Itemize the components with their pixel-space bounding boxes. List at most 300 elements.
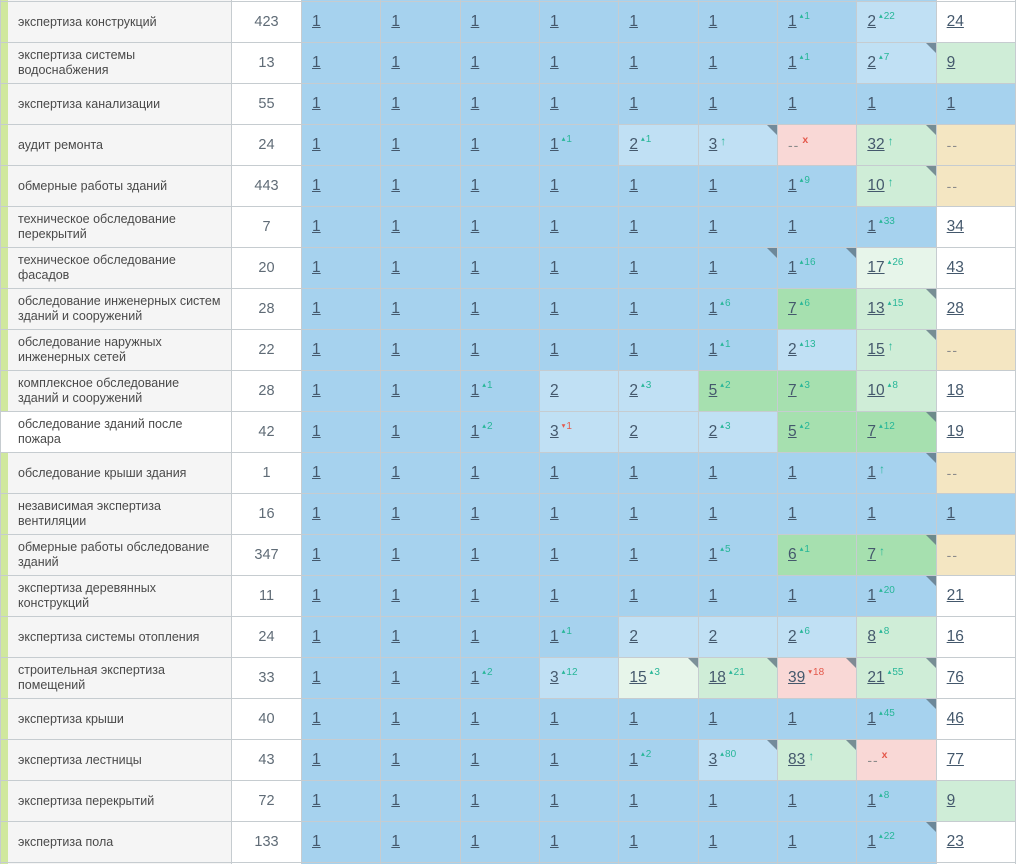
position-link[interactable]: 34 (946, 218, 964, 235)
position-link[interactable]: 1 (312, 136, 321, 153)
position-link[interactable]: 1 (391, 669, 400, 686)
position-link[interactable]: 10 (867, 382, 885, 399)
position-link[interactable]: 1 (312, 382, 321, 399)
position-link[interactable]: 1 (708, 464, 718, 481)
position-link[interactable]: 1 (391, 792, 400, 809)
position-cell (699, 740, 778, 781)
position-cell (381, 207, 460, 248)
position-link[interactable]: 15 (867, 341, 885, 358)
position-link[interactable]: 1 (708, 259, 718, 276)
position-link[interactable]: 1 (788, 505, 797, 522)
rank-change-up: ▴2 (799, 421, 810, 432)
keyword-group-accent (1, 494, 8, 534)
position-cell (302, 166, 381, 207)
rank-dropped-icon: x (881, 748, 888, 761)
position-link[interactable]: 1 (550, 177, 559, 194)
position-cell (937, 330, 1016, 371)
position-link[interactable]: 1 (708, 177, 718, 194)
position-link[interactable]: 1 (470, 833, 480, 850)
position-link[interactable]: 2 (867, 54, 876, 71)
position-link[interactable]: 1 (788, 177, 797, 194)
position-link[interactable]: 1 (867, 587, 876, 604)
position-link[interactable]: 2 (629, 628, 638, 645)
position-link[interactable]: 1 (629, 177, 638, 194)
position-link[interactable]: 1 (550, 587, 559, 604)
position-link[interactable]: 1 (867, 95, 876, 112)
position-link[interactable]: 1 (550, 13, 559, 30)
position-link[interactable]: 1 (550, 54, 559, 71)
position-link[interactable]: 1 (788, 218, 797, 235)
position-link[interactable]: 1 (470, 341, 480, 358)
position-link[interactable]: 1 (550, 710, 559, 727)
rank-change-up-icon: ↑ (720, 134, 727, 148)
position-link[interactable]: 2 (788, 341, 797, 358)
position-link[interactable]: 1 (550, 792, 559, 809)
position-link[interactable]: 1 (312, 341, 321, 358)
position-link[interactable]: 1 (708, 833, 718, 850)
note-corner-icon (926, 166, 936, 176)
no-position-value: -- (946, 178, 958, 194)
search-volume-cell (232, 740, 302, 781)
keyword-label: техническое обследование перекрытий (18, 212, 176, 241)
position-cell (619, 740, 698, 781)
search-volume-cell (232, 658, 302, 699)
position-cell (937, 207, 1016, 248)
position-cell (381, 248, 460, 289)
note-corner-icon (926, 289, 936, 299)
position-cell (857, 207, 936, 248)
position-link[interactable]: 1 (312, 177, 321, 194)
position-link[interactable]: 1 (867, 505, 876, 522)
keyword-group-accent (1, 617, 8, 657)
position-link[interactable]: 2 (550, 382, 559, 399)
position-link[interactable]: 5 (788, 423, 797, 440)
position-link[interactable]: 1 (391, 300, 400, 317)
keyword-label: строительная экспертиза помещений (18, 663, 165, 692)
position-link[interactable]: 1 (708, 792, 718, 809)
triangle-up-icon: ▴ (887, 667, 892, 676)
position-link[interactable]: 1 (629, 833, 638, 850)
position-link[interactable]: 1 (391, 628, 400, 645)
position-link[interactable]: 2 (629, 423, 638, 440)
position-cell (619, 412, 698, 453)
position-link[interactable]: 1 (391, 341, 400, 358)
position-link[interactable]: 10 (867, 177, 885, 194)
position-link[interactable]: 77 (946, 751, 964, 768)
position-link[interactable]: 3 (550, 423, 559, 440)
position-link[interactable]: 1 (470, 259, 480, 276)
triangle-up-icon: ▴ (561, 667, 566, 676)
position-link[interactable]: 1 (312, 95, 321, 112)
position-link[interactable]: 1 (867, 792, 876, 809)
position-link[interactable]: 3 (708, 136, 718, 153)
position-link[interactable]: 1 (391, 54, 400, 71)
position-link[interactable]: 2 (708, 628, 718, 645)
position-link[interactable]: 1 (312, 505, 321, 522)
position-link[interactable]: 1 (788, 95, 797, 112)
position-link[interactable]: 1 (867, 218, 876, 235)
position-link[interactable]: 1 (470, 464, 480, 481)
position-cell (619, 207, 698, 248)
position-link[interactable]: 1 (470, 136, 480, 153)
position-cell (540, 2, 619, 43)
triangle-up-icon: ▴ (482, 421, 487, 430)
position-link[interactable]: 1 (470, 423, 480, 440)
position-cell (302, 2, 381, 43)
position-cell (381, 84, 460, 125)
position-link[interactable]: 1 (946, 95, 956, 112)
position-cell (381, 617, 460, 658)
keyword-group-accent (1, 781, 8, 821)
position-link[interactable]: 1 (788, 833, 797, 850)
position-cell (937, 371, 1016, 412)
position-link[interactable]: 1 (629, 710, 638, 727)
search-volume-cell (232, 207, 302, 248)
position-link[interactable]: 1 (312, 54, 321, 71)
position-link[interactable]: 18 (946, 382, 964, 399)
triangle-up-icon: ▴ (799, 544, 804, 553)
position-link[interactable]: 46 (946, 710, 964, 727)
no-position-value: -- (946, 342, 958, 358)
position-cell (619, 330, 698, 371)
position-cell (857, 330, 936, 371)
triangle-up-icon: ▴ (878, 11, 883, 20)
position-link[interactable]: 15 (629, 669, 647, 686)
position-link[interactable]: 1 (788, 792, 797, 809)
position-link[interactable]: 1 (391, 751, 400, 768)
position-link[interactable]: 2 (867, 13, 876, 30)
position-link[interactable]: 1 (312, 546, 321, 563)
search-volume-value: 347 (254, 547, 279, 563)
position-link[interactable]: 1 (312, 792, 321, 809)
position-cell (778, 658, 857, 699)
rank-change-up-icon: ↑ (878, 462, 885, 476)
keyword-cell (1, 166, 232, 207)
position-link[interactable]: 1 (550, 546, 559, 563)
position-link[interactable]: 1 (550, 505, 559, 522)
position-cell (461, 43, 540, 84)
position-link[interactable]: 76 (946, 669, 964, 686)
position-link[interactable]: 7 (788, 300, 797, 317)
position-link[interactable]: 39 (788, 669, 806, 686)
rank-change-up: ▴3 (799, 380, 810, 391)
position-link[interactable]: 1 (391, 259, 400, 276)
keyword-cell (1, 617, 232, 658)
position-cell (778, 125, 857, 166)
position-link[interactable]: 43 (946, 259, 964, 276)
position-link[interactable]: 2 (629, 136, 638, 153)
position-link[interactable]: 1 (629, 464, 638, 481)
position-link[interactable]: 1 (629, 587, 638, 604)
position-link[interactable]: 1 (708, 54, 718, 71)
position-cell (540, 699, 619, 740)
position-link[interactable]: 1 (708, 505, 718, 522)
position-link[interactable]: 1 (788, 259, 797, 276)
position-link[interactable]: 16 (946, 628, 964, 645)
position-link[interactable]: 1 (312, 300, 321, 317)
position-link[interactable]: 1 (629, 751, 638, 768)
rank-change-up: ▴2 (640, 749, 652, 760)
position-link[interactable]: 1 (470, 587, 480, 604)
position-link[interactable]: 1 (470, 95, 480, 112)
position-cell (381, 371, 460, 412)
position-link[interactable]: 1 (708, 341, 718, 358)
position-link[interactable]: 1 (391, 505, 400, 522)
position-cell (540, 453, 619, 494)
position-link[interactable]: 1 (391, 218, 400, 235)
position-link[interactable]: 28 (946, 300, 964, 317)
triangle-up-icon: ▴ (878, 52, 883, 61)
position-link[interactable]: 9 (946, 54, 956, 71)
position-cell (461, 576, 540, 617)
position-cell (937, 84, 1016, 125)
triangle-up-icon: ▴ (799, 339, 804, 348)
positions-grid (1, 0, 1016, 864)
position-link[interactable]: 1 (391, 95, 400, 112)
position-link[interactable]: 1 (708, 218, 718, 235)
position-link[interactable]: 3 (708, 751, 718, 768)
position-link[interactable]: 1 (629, 300, 638, 317)
no-position-value: -- (788, 137, 800, 153)
position-link[interactable]: 1 (788, 710, 797, 727)
position-link[interactable]: 1 (629, 505, 638, 522)
position-link[interactable]: 1 (629, 546, 638, 563)
note-corner-icon (846, 658, 856, 668)
keyword-label: экспертиза конструкций (18, 14, 157, 29)
position-link[interactable]: 1 (312, 628, 321, 645)
note-corner-icon (767, 248, 777, 258)
position-cell (699, 330, 778, 371)
note-corner-icon (688, 658, 698, 668)
position-cell (857, 740, 936, 781)
search-volume-value: 22 (258, 342, 275, 358)
position-link[interactable]: 1 (312, 710, 321, 727)
triangle-up-icon: ▴ (799, 380, 804, 389)
position-link[interactable]: 1 (550, 136, 559, 153)
triangle-up-icon: ▴ (799, 11, 804, 20)
position-link[interactable]: 1 (391, 423, 400, 440)
position-cell (778, 453, 857, 494)
position-cell (619, 43, 698, 84)
position-link[interactable]: 1 (470, 792, 480, 809)
keyword-label: экспертиза перекрытий (18, 793, 155, 808)
position-cell (857, 289, 936, 330)
rank-change-up-icon: ↑ (808, 749, 815, 763)
triangle-up-icon: ▴ (561, 626, 566, 635)
position-cell (461, 822, 540, 863)
position-link[interactable]: 2 (629, 382, 638, 399)
position-link[interactable]: 83 (788, 751, 806, 768)
position-link[interactable]: 6 (788, 546, 797, 563)
rank-change-up: ▴13 (799, 339, 816, 350)
position-cell (381, 43, 460, 84)
position-link[interactable]: 1 (788, 464, 797, 481)
no-position-value: -- (946, 465, 958, 481)
position-link[interactable]: 1 (470, 505, 480, 522)
search-volume-value: 443 (254, 178, 279, 194)
position-cell (302, 371, 381, 412)
position-link[interactable]: 1 (312, 13, 321, 30)
position-link[interactable]: 1 (708, 300, 718, 317)
position-link[interactable]: 1 (550, 300, 559, 317)
position-link[interactable]: 1 (312, 423, 321, 440)
position-link[interactable]: 1 (550, 464, 559, 481)
position-link[interactable]: 1 (788, 587, 797, 604)
position-link[interactable]: 1 (312, 833, 321, 850)
position-cell (619, 576, 698, 617)
position-link[interactable]: 1 (470, 710, 480, 727)
rank-change-up: ▴12 (878, 421, 895, 432)
position-cell (540, 740, 619, 781)
search-volume-value: 55 (258, 96, 275, 112)
position-cell (540, 166, 619, 207)
position-link[interactable]: 1 (470, 669, 480, 686)
position-link[interactable]: 7 (788, 382, 797, 399)
position-link[interactable]: 1 (708, 587, 718, 604)
position-link[interactable]: 1 (312, 218, 321, 235)
position-link[interactable]: 1 (629, 218, 638, 235)
position-link[interactable]: 1 (312, 669, 321, 686)
position-link[interactable]: 1 (312, 464, 321, 481)
position-cell (778, 535, 857, 576)
position-link[interactable]: 1 (470, 546, 480, 563)
position-link[interactable]: 2 (708, 423, 718, 440)
position-link[interactable]: 1 (708, 95, 718, 112)
position-link[interactable]: 7 (867, 423, 876, 440)
position-link[interactable]: 1 (708, 710, 718, 727)
position-link[interactable]: 2 (788, 628, 797, 645)
search-volume-value: 7 (262, 219, 271, 235)
position-link[interactable]: 1 (470, 54, 480, 71)
position-link[interactable]: 1 (867, 464, 876, 481)
position-cell (857, 125, 936, 166)
position-link[interactable]: 1 (391, 382, 400, 399)
position-cell (778, 371, 857, 412)
position-link[interactable]: 1 (550, 341, 559, 358)
rank-change-up: ▴5 (720, 544, 731, 555)
position-link[interactable]: 1 (470, 300, 480, 317)
triangle-up-icon: ▴ (482, 380, 487, 389)
keyword-group-accent (1, 289, 8, 329)
search-volume-cell (232, 2, 302, 43)
position-link[interactable]: 1 (470, 628, 480, 645)
note-corner-icon (926, 125, 936, 135)
position-link[interactable]: 1 (550, 259, 559, 276)
position-link[interactable]: 8 (867, 628, 876, 645)
keyword-group-accent (1, 84, 8, 124)
position-cell (619, 248, 698, 289)
position-link[interactable]: 1 (708, 13, 718, 30)
position-link[interactable]: 1 (550, 95, 559, 112)
position-link[interactable]: 19 (946, 423, 964, 440)
rank-change-up: ▴55 (887, 667, 904, 678)
position-link[interactable]: 1 (550, 218, 559, 235)
position-cell (857, 371, 936, 412)
position-link[interactable]: 1 (946, 505, 956, 522)
rank-change-up: ▴8 (878, 626, 890, 637)
position-link[interactable]: 32 (867, 136, 885, 153)
position-cell (302, 781, 381, 822)
position-link[interactable]: 1 (391, 177, 400, 194)
position-link[interactable]: 1 (312, 751, 321, 768)
position-cell (699, 289, 778, 330)
position-link[interactable]: 1 (391, 464, 400, 481)
rank-change-up: ▴8 (878, 790, 890, 801)
position-link[interactable]: 1 (312, 259, 321, 276)
position-link[interactable]: 1 (391, 833, 400, 850)
keyword-label: экспертиза деревянных конструкций (18, 581, 156, 610)
position-link[interactable]: 1 (470, 177, 480, 194)
position-link[interactable]: 1 (470, 751, 480, 768)
position-link[interactable]: 3 (550, 669, 559, 686)
position-cell (937, 453, 1016, 494)
rank-change-up: ▴3 (649, 667, 660, 678)
position-link[interactable]: 1 (629, 792, 638, 809)
rank-change-up: ▴6 (720, 298, 731, 309)
position-link[interactable]: 1 (470, 13, 480, 30)
position-cell (778, 207, 857, 248)
position-link[interactable]: 24 (946, 13, 964, 30)
position-link[interactable]: 1 (629, 95, 638, 112)
position-link[interactable]: 1 (391, 710, 400, 727)
position-link[interactable]: 1 (550, 833, 559, 850)
position-link[interactable]: 1 (391, 546, 400, 563)
position-cell (461, 166, 540, 207)
position-link[interactable]: 17 (867, 259, 885, 276)
note-corner-icon (926, 43, 936, 53)
position-link[interactable]: 1 (708, 546, 718, 563)
position-link[interactable]: 1 (391, 587, 400, 604)
search-volume-value: 20 (258, 260, 275, 276)
note-corner-icon (767, 125, 777, 135)
position-link[interactable]: 5 (708, 382, 718, 399)
position-link[interactable]: 1 (788, 13, 797, 30)
keyword-cell (1, 576, 232, 617)
position-link[interactable]: 1 (470, 218, 480, 235)
rank-change-up: ▴1 (561, 626, 572, 637)
position-link[interactable]: 1 (629, 259, 638, 276)
position-link[interactable]: 1 (550, 751, 559, 768)
position-link[interactable]: 1 (629, 54, 638, 71)
rank-change-up: ▴22 (878, 11, 895, 22)
position-cell (381, 2, 460, 43)
position-cell (778, 2, 857, 43)
position-link[interactable]: 1 (550, 628, 559, 645)
position-link[interactable]: 1 (312, 587, 321, 604)
position-link[interactable]: 1 (391, 13, 400, 30)
position-link[interactable]: 1 (629, 13, 638, 30)
position-link[interactable]: 1 (867, 710, 876, 727)
position-link[interactable]: 18 (708, 669, 726, 686)
search-volume-cell (232, 43, 302, 84)
position-link[interactable]: 1 (867, 833, 876, 850)
keyword-label: экспертиза канализации (18, 96, 161, 111)
position-link[interactable]: 21 (946, 587, 964, 604)
position-link[interactable]: 21 (867, 669, 885, 686)
position-link[interactable]: 9 (946, 792, 956, 809)
position-link[interactable]: 1 (391, 136, 400, 153)
position-cell (699, 125, 778, 166)
position-link[interactable]: 1 (470, 382, 480, 399)
position-link[interactable]: 13 (867, 300, 885, 317)
position-link[interactable]: 1 (629, 341, 638, 358)
position-cell (778, 699, 857, 740)
position-link[interactable]: 1 (788, 54, 797, 71)
search-volume-cell (232, 166, 302, 207)
position-cell (619, 699, 698, 740)
position-link[interactable]: 23 (946, 833, 964, 850)
position-link[interactable]: 7 (867, 546, 876, 563)
